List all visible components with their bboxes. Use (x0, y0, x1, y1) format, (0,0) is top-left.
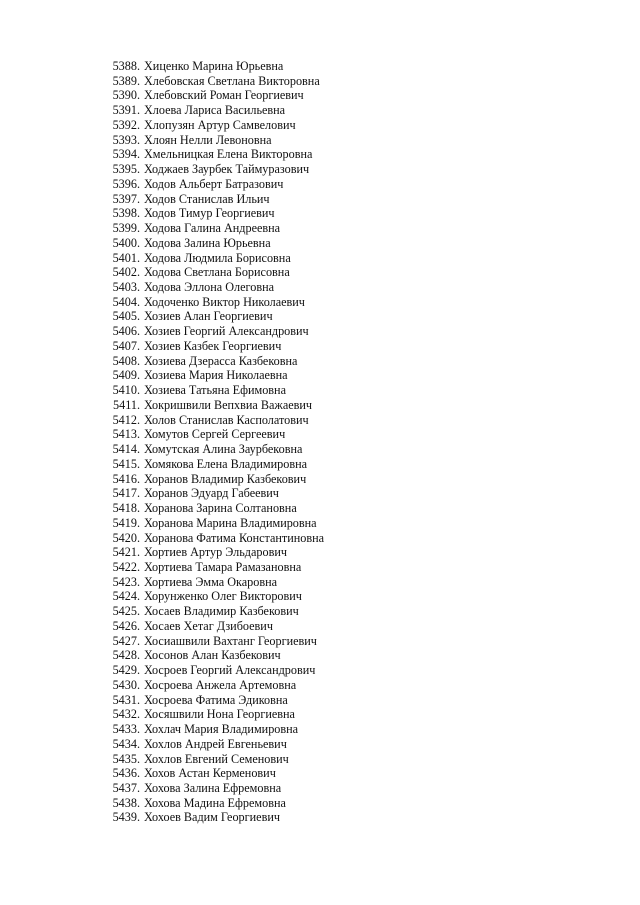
list-item (100, 280, 324, 295)
list-item (100, 619, 324, 634)
entry-number: 5429. (112, 663, 140, 678)
list-item (100, 88, 324, 103)
entry-number: 5409. (112, 368, 140, 383)
list-item (100, 810, 324, 825)
entry-number: 5400. (112, 235, 140, 250)
entry-number: 5438. (112, 795, 140, 810)
entry-name: Хортиева Тамара Рамазановна (144, 559, 302, 574)
list-item (100, 295, 324, 310)
list-item (100, 722, 324, 737)
list-item (100, 663, 324, 678)
entry-number: 5392. (112, 117, 140, 132)
entry-number: 5418. (112, 501, 140, 516)
entry-name: Ходова Людмила Борисовна (144, 250, 291, 265)
list-item (100, 516, 324, 531)
entry-name: Ходова Галина Андреевна (144, 221, 281, 236)
list-item (100, 413, 324, 428)
entry-number: 5388. (112, 59, 140, 73)
entry-name: Хосроева Фатима Эдиковна (144, 692, 288, 707)
entry-name: Хохлач Мария Владимировна (144, 722, 299, 737)
entry-name: Хомутская Алина Заурбековна (144, 442, 303, 457)
entry-name: Хозиев Георгий Александрович (144, 324, 309, 339)
entry-number: 5435. (112, 751, 140, 766)
list-item (100, 486, 324, 501)
list-item (100, 251, 324, 266)
entry-number: 5417. (112, 486, 140, 501)
list-item (100, 648, 324, 663)
entry-number: 5391. (112, 103, 140, 118)
entry-number: 5403. (112, 280, 140, 295)
entry-name: Хосроев Георгий Александрович (144, 663, 316, 678)
list-item (100, 693, 324, 708)
entry-name: Хортиев Артур Эльдарович (144, 545, 287, 560)
entry-name: Хохлов Евгений Семенович (144, 751, 289, 766)
list-item (100, 147, 324, 162)
entry-number: 5407. (112, 338, 140, 353)
entry-name: Ходова Светлана Борисовна (144, 265, 290, 280)
entry-number: 5402. (112, 265, 140, 280)
list-item (100, 368, 324, 383)
entry-name: Хоранова Фатима Константиновна (144, 530, 325, 545)
entry-name: Хосонов Алан Казбекович (144, 648, 281, 663)
entry-number: 5397. (112, 191, 140, 206)
entry-name: Ходова Залина Юрьевна (144, 235, 271, 250)
entry-number: 5419. (112, 515, 140, 530)
list-item (100, 383, 324, 398)
entry-name: Хосаев Хетаг Дзибоевич (144, 618, 273, 633)
entry-name: Хосиашвили Вахтанг Георгиевич (144, 633, 317, 648)
entry-number: 5410. (112, 383, 140, 398)
entry-number: 5399. (112, 221, 140, 236)
entry-number: 5421. (112, 545, 140, 560)
entry-name: Хозиева Мария Николаевна (144, 368, 288, 383)
list-item (100, 103, 324, 118)
entry-number: 5420. (112, 530, 140, 545)
entry-name: Ходова Эллона Олеговна (144, 280, 275, 295)
list-item (100, 118, 324, 133)
entry-name: Хозиев Казбек Георгиевич (144, 338, 282, 353)
entry-number: 5395. (112, 162, 140, 177)
entry-number: 5437. (112, 780, 140, 795)
entry-number: 5433. (112, 722, 140, 737)
list-item (100, 442, 324, 457)
list-item (100, 398, 324, 413)
entry-number: 5406. (112, 324, 140, 339)
entry-number: 5413. (112, 427, 140, 442)
entry-number: 5427. (112, 633, 140, 648)
entry-number: 5393. (112, 132, 140, 147)
entry-number: 5434. (112, 736, 140, 751)
entry-number: 5416. (112, 471, 140, 486)
entry-name: Хохоев Вадим Георгиевич (144, 810, 280, 825)
list-item (100, 59, 324, 74)
entry-name: Хлопузян Артур Самвелович (144, 117, 296, 132)
entry-name: Хорунженко Олег Викторович (144, 589, 302, 604)
entry-number: 5431. (112, 692, 140, 707)
entry-number: 5412. (112, 412, 140, 427)
entry-name: Хохлов Андрей Евгеньевич (144, 736, 287, 751)
entry-name: Хоранов Эдуард Габеевич (144, 486, 279, 501)
entry-number: 5415. (112, 456, 140, 471)
list-item (100, 766, 324, 781)
list-item (100, 752, 324, 767)
entry-name: Хоранов Владимир Казбекович (144, 471, 307, 486)
list-item (100, 162, 324, 177)
entry-name: Хлебовский Роман Георгиевич (144, 88, 304, 103)
list-item (100, 457, 324, 472)
entry-number: 5430. (112, 677, 140, 692)
entry-number: 5389. (112, 73, 140, 88)
list-item (100, 634, 324, 649)
entry-name: Хомякова Елена Владимировна (144, 456, 308, 471)
entry-number: 5414. (112, 442, 140, 457)
entry-number: 5432. (112, 707, 140, 722)
list-item (100, 707, 324, 722)
list-item (100, 427, 324, 442)
list-item (100, 133, 324, 148)
list-item (100, 560, 324, 575)
name-list (100, 59, 324, 825)
entry-name: Холов Станислав Касполатович (144, 412, 309, 427)
entry-name: Хлоян Нелли Левоновна (144, 132, 272, 147)
list-item (100, 206, 324, 221)
entry-number: 5424. (112, 589, 140, 604)
entry-name: Ходоченко Виктор Николаевич (144, 294, 305, 309)
entry-number: 5411. (113, 397, 140, 412)
entry-name: Хозиева Татьяна Ефимовна (144, 383, 286, 398)
entry-name: Ходов Станислав Ильич (144, 191, 270, 206)
entry-number: 5408. (112, 353, 140, 368)
entry-name: Хозиева Дзерасса Казбековна (144, 353, 298, 368)
entry-number: 5390. (112, 88, 140, 103)
entry-name: Ходжаев Заурбек Таймуразович (144, 162, 310, 177)
entry-name: Хозиев Алан Георгиевич (144, 309, 273, 324)
entry-number: 5422. (112, 559, 140, 574)
entry-name: Хортиева Эмма Окаровна (144, 574, 278, 589)
entry-number: 5404. (112, 294, 140, 309)
list-item (100, 781, 324, 796)
entry-name: Ходов Тимур Георгиевич (144, 206, 275, 221)
list-item (100, 236, 324, 251)
list-item (100, 501, 324, 516)
entry-name: Хомутов Сергей Сергеевич (144, 427, 286, 442)
entry-name: Хосроева Анжела Артемовна (144, 677, 297, 692)
entry-name: Хлоева Лариса Васильевна (144, 103, 286, 118)
entry-name: Хиценко Марина Юрьевна (144, 59, 284, 73)
list-item (100, 575, 324, 590)
entry-name: Хоранова Марина Владимировна (144, 515, 317, 530)
entry-name: Хохова Мадина Ефремовна (144, 795, 286, 810)
list-item (100, 324, 324, 339)
list-item (100, 472, 324, 487)
entry-name: Хоранова Зарина Солтановна (144, 501, 297, 516)
entry-number: 5394. (112, 147, 140, 162)
list-item (100, 531, 324, 546)
list-item (100, 177, 324, 192)
list-item (100, 192, 324, 207)
entry-name: Ходов Альберт Батразович (144, 176, 284, 191)
list-item (100, 604, 324, 619)
entry-number: 5426. (112, 618, 140, 633)
list-item (100, 309, 324, 324)
entry-number: 5401. (112, 250, 140, 265)
entry-name: Хосаев Владимир Казбекович (144, 604, 299, 619)
entry-number: 5423. (112, 574, 140, 589)
list-item (100, 737, 324, 752)
entry-number: 5439. (112, 810, 140, 825)
entry-name: Хохова Залина Ефремовна (144, 780, 282, 795)
entry-name: Хохов Астан Керменович (144, 766, 276, 781)
entry-number: 5428. (112, 648, 140, 663)
list-item (100, 265, 324, 280)
entry-number: 5396. (112, 176, 140, 191)
list-item (100, 221, 324, 236)
list-item (100, 545, 324, 560)
list-item (100, 589, 324, 604)
entry-number: 5405. (112, 309, 140, 324)
entry-name: Хмельницкая Елена Викторовна (144, 147, 313, 162)
list-item (100, 74, 324, 89)
entry-number: 5436. (112, 766, 140, 781)
entry-name: Хокришвили Вепхвиа Важаевич (144, 397, 313, 412)
list-item (100, 354, 324, 369)
entry-name: Хосяшвили Нона Георгиевна (144, 707, 295, 722)
entry-number: 5398. (112, 206, 140, 221)
list-item (100, 339, 324, 354)
list-item (100, 678, 324, 693)
entry-number: 5425. (112, 604, 140, 619)
entry-name: Хлебовская Светлана Викторовна (144, 73, 320, 88)
list-item (100, 796, 324, 811)
